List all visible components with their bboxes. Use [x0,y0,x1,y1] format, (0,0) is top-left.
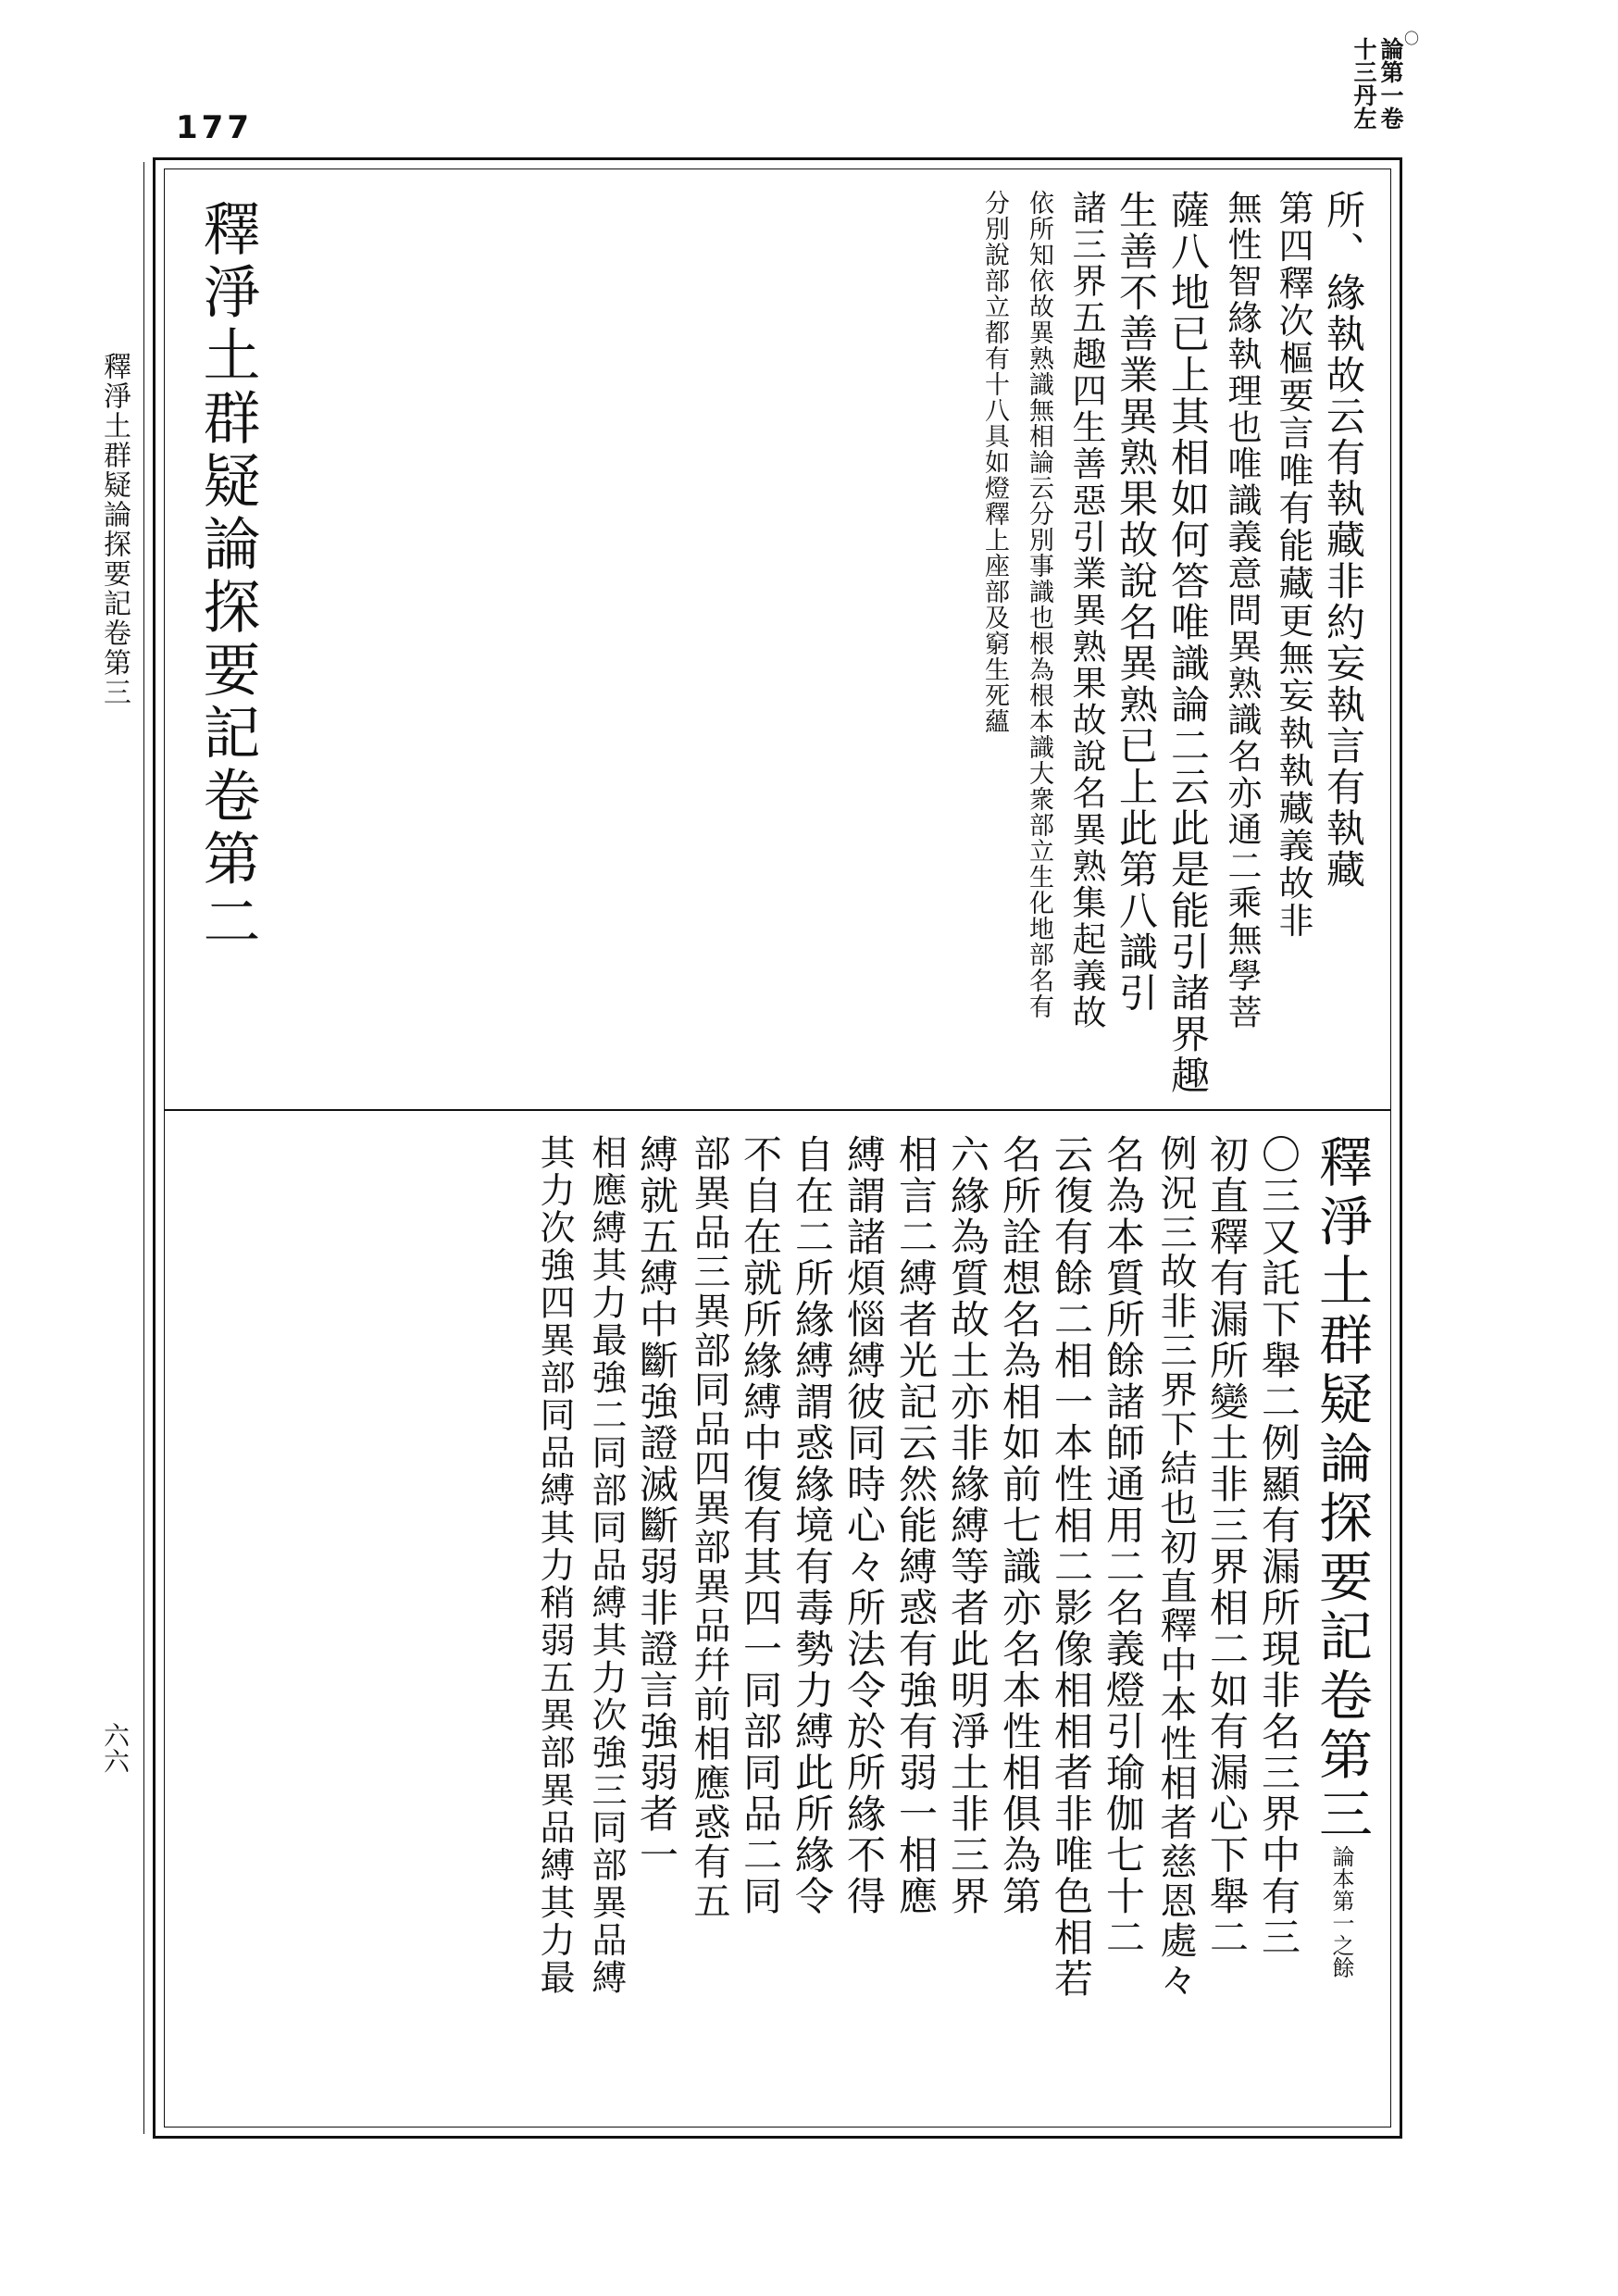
text-line: 云復有餘二相一本性相二影像相相者非唯色相若 [1049,1134,1094,2000]
text-line: 縛謂諸煩惱縛彼同時心々所法令於所緣不得 [841,1134,887,1917]
text-line: 自在二所緣縛謂惑緣境有毒勢力縛此所緣令 [790,1134,835,1917]
top-panel-title: 釋淨土群疑論探要記卷第二 [193,199,261,955]
bottom-panel-text [520,1134,1301,2115]
text-line: 初直釋有漏所變土非三界相二如有漏心下舉二 [1204,1134,1250,1958]
text-line: 名為本質所餘諸師通用二名義燈引瑜伽七十二 [1101,1134,1146,1958]
margin-rule [143,162,144,2134]
text-line: 名所詮想名為相如前七識亦名本性相俱為第 [997,1134,1042,1917]
bottom-title-main: 釋淨土群疑論探要記卷第三 [1310,1134,1373,1845]
bottom-panel-title [1310,1134,1373,2097]
text-line: 所、緣執故云有執藏非約妄執言有執藏 [1321,190,1366,891]
text-line: 依所知依故異熟識無相論云分別事識也根為根本識大衆部立生化地部名有 [1025,190,1053,1019]
top-panel-text [963,190,1366,1096]
running-title: 釋淨土群疑論探要記卷第三 [98,352,131,707]
text-line: 縛就五縛中斷強證滅斷弱非證言強弱者一 [634,1134,679,1876]
text-line: 六緣為質故土亦非緣縛等者此明淨土非三界 [945,1134,990,1917]
kanji-page-number: 六六 [100,1722,131,1774]
top-note-mark: 〇 [1403,30,1419,47]
top-note-line-1: 論第一卷 [1377,37,1404,130]
top-note-line-2: 十三丹左 [1350,37,1377,130]
text-line: 分別說部立都有十八具如燈釋上座部及窮生死蘊 [980,190,1009,734]
text-line: 相言二縛者光記云然能縛惑有強有弱一相應 [893,1134,939,1917]
text-line: 其力次強四異部同品縛其力稍弱五異部異品縛其力最 [534,1134,575,1997]
text-line: 相應縛其力最強二同部同品縛其力次強三同部異品縛 [586,1134,627,1997]
text-line: 薩八地已上其相如何答唯識論二云此是能引諸界趣 [1165,190,1211,1096]
text-line: 第四釋次樞要言唯有能藏更無妄執執藏義故非 [1273,190,1313,940]
text-line: 無性智緣執理也唯識義意問異熟識名亦通二乘無學菩 [1222,190,1262,1031]
bottom-title-note: 論本第一之餘 [1328,1845,1354,1978]
text-line: 部異品三異部同品四異部異品幷前相應惑有五 [688,1134,730,1921]
top-margin-note [1349,30,1419,176]
page-number: 177 [176,109,253,146]
text-line: 不自在就所緣縛中復有其四一同部同品二同 [738,1134,783,1917]
text-line: 例況三故非三界下結也初直釋中本性相者慈恩處々 [1154,1134,1197,2000]
text-line: 諸三界五趣四生善惡引業異熟果故說名異熟集起義故 [1066,190,1106,1031]
panel-divider [164,1109,1391,1111]
text-line: 生善不善業異熟果故說名異熟已上此第八識引 [1114,190,1159,1014]
text-line: 〇三又託下舉二例顯有漏所現非名三界中有三 [1256,1134,1301,1958]
